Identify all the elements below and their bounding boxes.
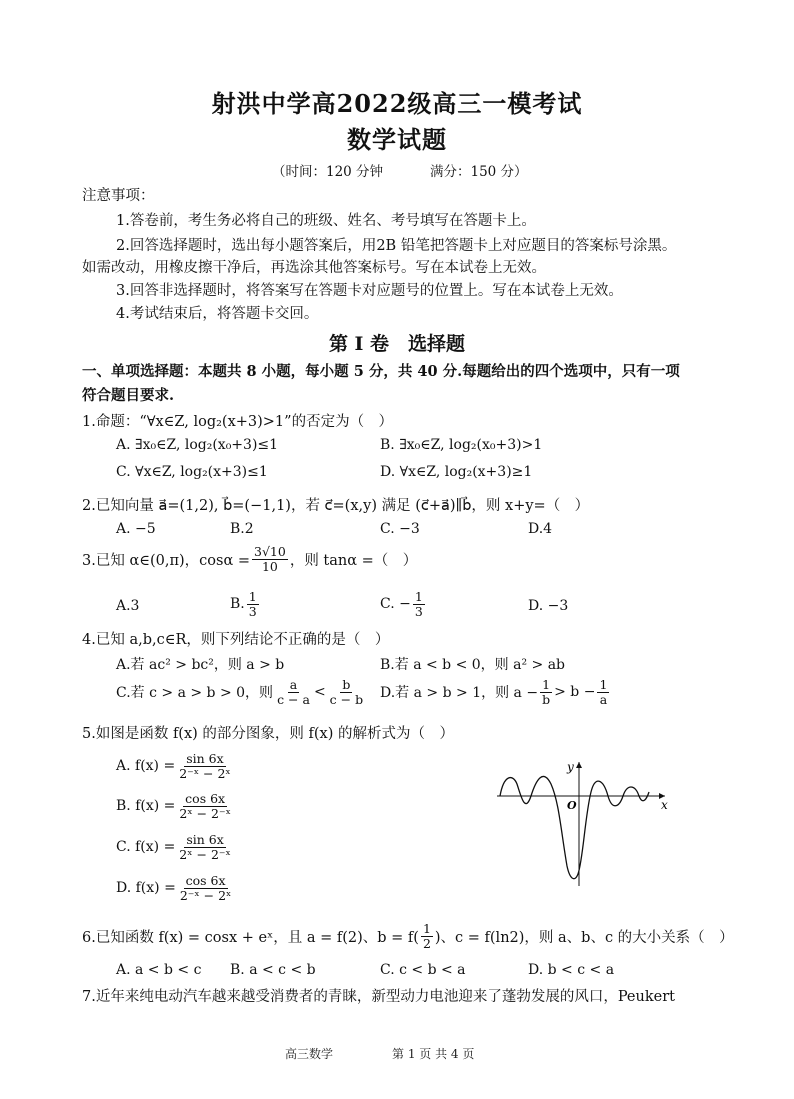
score-info: 满分：150 分） — [430, 164, 528, 180]
q6-stem-text: 6.已知函数 f(x) = cosx + eˣ，且 a = f(2)、b = f( — [82, 929, 419, 946]
note-item: 3.回答非选择题时，将答案写在答题卡对应题号的位置上。写在本试卷上无效。 — [116, 283, 623, 299]
q3-option-a: A.3 — [116, 598, 140, 614]
q1-option-b: B. ∃x₀∈Z, log₂(x₀+3)>1 — [380, 437, 543, 453]
note-item: 4.考试结束后，将答题卡交回。 — [116, 306, 319, 322]
q3-option-d: D. −3 — [528, 598, 569, 614]
q4-c-den2: c − b — [329, 691, 364, 707]
note-item: 2.回答选择题时，选出每小题答案后，用2B 铅笔把答题卡上对应题目的答案标号涂黑。 — [116, 238, 677, 254]
q5-stem: 5.如图是函数 f(x) 的部分图象，则 f(x) 的解析式为（ ） — [82, 726, 454, 742]
q6-option-c: C. c < b < a — [380, 962, 466, 978]
notes-heading: 注意事项： — [82, 188, 155, 204]
q5-b-label: B. f(x) = — [116, 798, 176, 815]
q4-option-c — [116, 678, 367, 707]
q6-stem — [82, 922, 734, 951]
note-item: 1.答卷前，考生务必将自己的班级、姓名、考号填写在答题卡上。 — [116, 213, 536, 229]
q1-option-a: A. ∃x₀∈Z, log₂(x₀+3)≤1 — [116, 437, 279, 453]
q3-c-label: C. − — [380, 596, 411, 613]
q2-option-a: A. −5 — [116, 521, 156, 537]
q3-option-b — [230, 590, 261, 619]
q4-c-num2: b — [342, 677, 351, 692]
part1-instructions: 一、单项选择题：本题共 8 小题，每小题 5 分，共 40 分.每题给出的四个选项中，只有一项 — [82, 363, 680, 380]
q3-b-den: 3 — [248, 603, 257, 619]
q2-option-d: D.4 — [528, 521, 553, 537]
q3-fraction — [252, 545, 288, 574]
q3-option-c — [380, 590, 427, 619]
q4-stem: 4.已知 a,b,c∈R，则下列结论不正确的是（ ） — [82, 632, 390, 648]
q6-half-den: 2 — [422, 935, 431, 951]
q3-c-den: 3 — [414, 603, 423, 619]
q5-option-d — [116, 874, 235, 903]
function-graph — [495, 756, 675, 891]
q5-d-label: D. f(x) = — [116, 880, 176, 897]
q5-c-label: C. f(x) = — [116, 839, 176, 856]
q2-option-b: B.2 — [230, 521, 254, 537]
q3-c-num: 1 — [414, 589, 423, 604]
q4-option-d — [380, 678, 611, 707]
section-title: 第 I 卷 选择题 — [328, 333, 466, 355]
q5-c-den: 2ˣ − 2⁻ˣ — [179, 846, 231, 862]
q4-d-num2: 1 — [599, 677, 608, 692]
q4-d-label: D.若 a > b > 1，则 a − — [380, 685, 539, 702]
q5-b-den: 2ˣ − 2⁻ˣ — [179, 805, 231, 821]
exam-title: 射洪中学高2022级高三一模考试 — [211, 89, 583, 118]
q4-c-num1: a — [289, 677, 298, 692]
q6-stem-text-2: )、c = f(ln2)，则 a、b、c 的大小关系（ ） — [434, 929, 734, 946]
q4-d-mid: > b − — [554, 684, 596, 701]
part1-instructions-cont: 符合题目要求. — [82, 387, 175, 404]
time-info: （时间：120 分钟 — [272, 164, 384, 180]
q4-option-a: A.若 ac² > bc²，则 a > b — [116, 657, 285, 673]
q5-d-num: cos 6x — [185, 873, 226, 888]
q2-stem: 2.已知向量 a⃗=(1,2), b⃗=(−1,1)，若 c⃗=(x,y) 满足 (c⃗+a⃗)∥b⃗，则 x+y=（ ） — [82, 498, 590, 514]
x-axis-label: x — [661, 798, 668, 812]
q6-option-b: B. a < c < b — [230, 962, 316, 978]
q3-b-label: B. — [230, 596, 245, 613]
q5-option-a — [116, 752, 235, 781]
q4-option-b: B.若 a < b < 0，则 a² > ab — [380, 657, 566, 673]
q4-c-label: C.若 c > a > b > 0，则 — [116, 685, 274, 702]
footer-subject: 高三数学 — [285, 1047, 334, 1061]
q4-d-den1: b — [542, 691, 551, 707]
q3-stem — [82, 545, 417, 574]
q3-frac-num: 3√10 — [254, 544, 286, 559]
footer-page: 第 1 页 共 4 页 — [392, 1047, 475, 1061]
q4-d-num1: 1 — [542, 677, 551, 692]
q3-b-num: 1 — [248, 589, 257, 604]
q6-option-a: A. a < b < c — [116, 962, 202, 978]
q4-c-mid: < — [313, 684, 326, 701]
q5-b-num: cos 6x — [185, 791, 226, 806]
q3-frac-den: 10 — [261, 558, 278, 574]
note-item: 如需改动，用橡皮擦干净后，再选涂其他答案标号。写在本试卷上无效。 — [82, 260, 546, 276]
q1-option-c: C. ∀x∈Z, log₂(x+3)≤1 — [116, 464, 268, 480]
q3-stem-text-2: ，则 tanα =（ ） — [289, 552, 418, 569]
q5-a-label: A. f(x) = — [116, 758, 176, 775]
origin-label: O — [567, 799, 577, 812]
q5-c-num: sin 6x — [186, 832, 224, 847]
q6-half-num: 1 — [422, 921, 431, 936]
q6-option-d: D. b < c < a — [528, 962, 615, 978]
q5-d-den: 2⁻ˣ − 2ˣ — [179, 887, 232, 903]
q3-stem-text: 3.已知 α∈(0,π)，cosα = — [82, 552, 250, 569]
q5-a-num: sin 6x — [186, 751, 224, 766]
q1-option-d: D. ∀x∈Z, log₂(x+3)≥1 — [380, 464, 533, 480]
exam-subtitle: 数学试题 — [347, 125, 447, 154]
q5-a-den: 2⁻ˣ − 2ˣ — [179, 765, 231, 781]
q5-option-c — [116, 833, 235, 862]
q7-stem: 7.近年来纯电动汽车越来越受消费者的青睐，新型动力电池迎来了蓬勃发展的风口，Peukert — [82, 989, 675, 1005]
q2-option-c: C. −3 — [380, 521, 420, 537]
q4-c-den1: c − a — [277, 691, 310, 707]
function-curve — [500, 776, 649, 878]
q1-stem: 1.命题：“∀x∈Z, log₂(x+3)>1”的否定为（ ） — [82, 414, 394, 430]
y-axis-label: y — [567, 760, 574, 774]
q4-d-den2: a — [599, 691, 608, 707]
q5-option-b — [116, 792, 235, 821]
